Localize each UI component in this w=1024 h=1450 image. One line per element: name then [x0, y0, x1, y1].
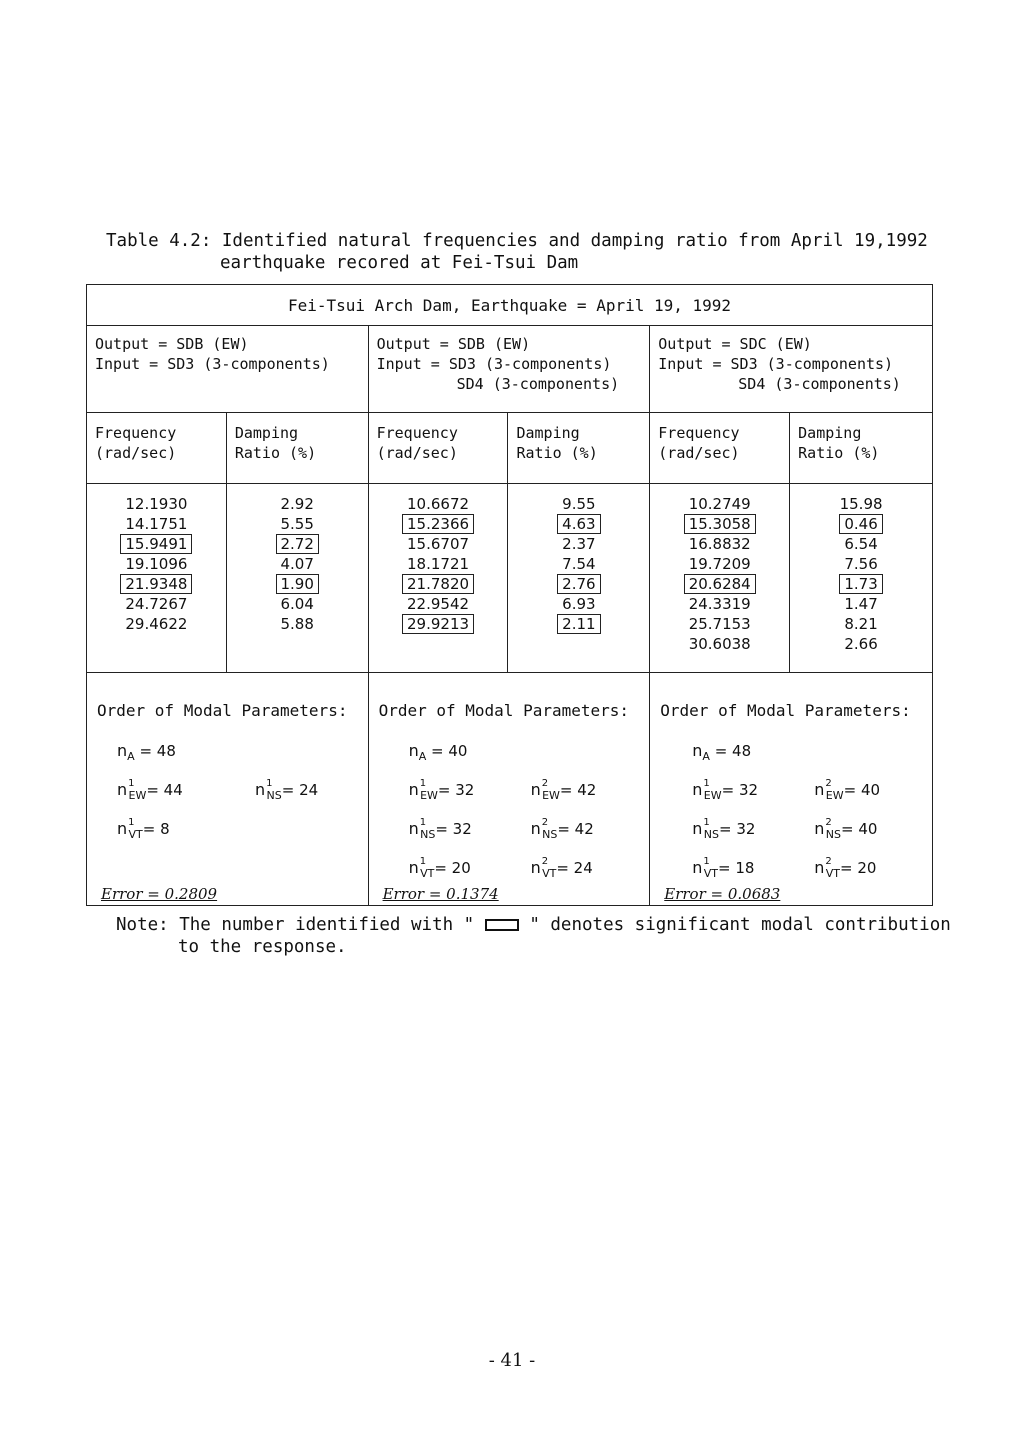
- value-row: [369, 494, 508, 514]
- error-annotation: Error = 0.2809: [101, 885, 218, 903]
- error-annotation: Error = 0.1374: [382, 885, 499, 903]
- value-row: [369, 554, 508, 574]
- input-label-2: SD4 (3-components): [738, 375, 901, 393]
- freq-header: [368, 413, 508, 484]
- value-row: [790, 554, 932, 574]
- freq-header-line-2: (rad/sec): [658, 444, 740, 462]
- value-row: [790, 614, 932, 634]
- value-text: 29.9213: [402, 614, 474, 634]
- input-label: Input = SD3 (3-components): [95, 355, 330, 373]
- freq-header: [87, 413, 227, 484]
- value-row: [650, 534, 789, 554]
- param-value: = 18: [718, 859, 755, 877]
- frequency-list: [650, 484, 790, 673]
- value-row: [650, 554, 789, 574]
- value-row: [87, 494, 226, 514]
- value-text: 10.2749: [688, 495, 751, 513]
- param-nNS2: $n^2_{NS}= 42$: [530, 817, 594, 842]
- caption-line-2: earthquake recored at Fei-Tsui Dam: [220, 253, 579, 273]
- value-text: 2.66: [844, 635, 878, 653]
- param-nNS2: $n^2_{NS}= 40$: [814, 817, 878, 842]
- param-value: = 48: [714, 742, 752, 760]
- param-nEW1: $n^1_{EW}= 32$: [408, 778, 475, 803]
- value-row: [87, 614, 226, 634]
- value-text: 8.21: [844, 615, 878, 633]
- table-note: [116, 914, 951, 958]
- value-text: 6.04: [280, 595, 314, 613]
- damp-header-line-1: Damping: [234, 424, 299, 442]
- io-group-3: [650, 326, 933, 413]
- value-row: [227, 554, 368, 574]
- value-row: [790, 494, 932, 514]
- value-row: [369, 514, 508, 534]
- param-value: = 42: [559, 781, 597, 799]
- value-text: 1.90: [276, 574, 319, 594]
- value-text: 6.54: [844, 535, 878, 553]
- param-nVT1: $n^1_{VT}= 18$: [692, 856, 755, 881]
- note-line-2: to the response.: [178, 937, 347, 957]
- damp-header-line-1: Damping: [516, 424, 580, 442]
- value-row: [87, 574, 226, 594]
- param-value: = 42: [557, 820, 594, 838]
- param-nVT1: $n^1_{VT}= 8$: [117, 817, 170, 842]
- value-text: 2.76: [557, 574, 600, 594]
- value-row: [227, 534, 368, 554]
- value-text: 4.63: [557, 514, 600, 534]
- modal-order-group-1: [87, 673, 369, 906]
- param-value: = 32: [721, 781, 759, 799]
- param-nEW2: $n^2_{EW}= 42$: [530, 778, 597, 803]
- value-text: 21.9348: [120, 574, 192, 594]
- input-label: Input = SD3 (3-components): [658, 355, 894, 373]
- table-caption: [106, 230, 928, 274]
- order-title: Order of Modal Parameters:: [378, 701, 630, 720]
- freq-header-line-1: Frequency: [658, 424, 740, 442]
- damp-header: [508, 413, 650, 484]
- value-row: [650, 614, 789, 634]
- param-nVT1: $n^1_{VT}= 20$: [408, 856, 471, 881]
- value-row: [227, 594, 368, 614]
- modal-parameters-table: [86, 284, 933, 906]
- value-row: [790, 594, 932, 614]
- value-text: 15.6707: [407, 535, 470, 553]
- value-row: [369, 614, 508, 634]
- damping-list: [226, 484, 368, 673]
- value-text: 6.93: [562, 595, 596, 613]
- param-value: = 24: [281, 781, 319, 799]
- value-text: 7.56: [844, 555, 878, 573]
- output-label: Output = SDB (EW): [95, 335, 249, 353]
- param-value: = 48: [139, 742, 176, 760]
- value-text: 12.1930: [125, 495, 188, 513]
- value-text: 15.3058: [684, 514, 756, 534]
- value-text: 21.7820: [402, 574, 474, 594]
- value-text: 22.9542: [407, 595, 470, 613]
- freq-header-line-2: (rad/sec): [95, 444, 177, 462]
- input-label-2: SD4 (3-components): [456, 375, 620, 393]
- page-number: - 41 -: [488, 1350, 536, 1371]
- value-row: [508, 574, 649, 594]
- value-text: 15.9491: [120, 534, 192, 554]
- param-nNS1: $n^1_{NS}= 32$: [408, 817, 472, 842]
- value-row: [87, 594, 226, 614]
- error-annotation: Error = 0.0683: [664, 885, 781, 903]
- param-value: = 20: [434, 859, 471, 877]
- value-text: 9.55: [562, 495, 596, 513]
- freq-header-line-2: (rad/sec): [376, 444, 458, 462]
- output-label: Output = SDB (EW): [376, 335, 531, 353]
- value-text: 20.6284: [684, 574, 756, 594]
- value-text: 29.4622: [125, 615, 188, 633]
- value-row: [87, 514, 226, 534]
- io-group-2: [368, 326, 650, 413]
- param-nEW2: $n^2_{EW}= 40$: [814, 778, 881, 803]
- value-text: 2.11: [557, 614, 600, 634]
- value-text: 5.88: [280, 615, 314, 633]
- param-nNS1: $n^1_{NS}= 24$: [255, 778, 319, 803]
- value-row: [508, 594, 649, 614]
- value-text: 16.8832: [688, 535, 751, 553]
- value-row: [650, 634, 789, 654]
- value-row: [650, 514, 789, 534]
- output-label: Output = SDC (EW): [658, 335, 812, 353]
- param-value: = 44: [146, 781, 183, 799]
- value-text: 5.55: [280, 515, 314, 533]
- value-row: [508, 554, 649, 574]
- value-row: [369, 594, 508, 614]
- value-text: 0.46: [839, 514, 882, 534]
- param-value: = 40: [841, 820, 878, 838]
- damp-header: [226, 413, 368, 484]
- note-line-1: [116, 914, 951, 936]
- value-text: 19.1096: [125, 555, 188, 573]
- param-value: = 40: [843, 781, 881, 799]
- value-row: [790, 514, 932, 534]
- value-row: [790, 574, 932, 594]
- value-text: 7.54: [562, 555, 596, 573]
- io-group-1: [87, 326, 369, 413]
- value-row: [790, 634, 932, 654]
- value-text: 14.1751: [125, 515, 188, 533]
- param-value: = 24: [556, 859, 593, 877]
- damp-header: [790, 413, 933, 484]
- param-value: = 32: [437, 781, 475, 799]
- param-value: = 40: [431, 742, 468, 760]
- value-row: [508, 614, 649, 634]
- frequency-list: [87, 484, 227, 673]
- value-text: 1.47: [844, 595, 878, 613]
- damping-list: [508, 484, 650, 673]
- value-row: [227, 494, 368, 514]
- value-text: 2.72: [276, 534, 319, 554]
- value-row: [790, 534, 932, 554]
- value-row: [650, 574, 789, 594]
- value-text: 18.1721: [407, 555, 470, 573]
- param-nEW1: $n^1_{EW}= 32$: [692, 778, 759, 803]
- value-row: [650, 594, 789, 614]
- value-text: 24.7267: [125, 595, 188, 613]
- value-row: [369, 574, 508, 594]
- damp-header-line-2: Ratio (%): [234, 444, 317, 462]
- damp-header-line-2: Ratio (%): [798, 444, 880, 462]
- value-row: [227, 614, 368, 634]
- damp-header-line-1: Damping: [798, 424, 862, 442]
- param-nA: $n_A = 48$: [692, 741, 752, 764]
- value-text: 2.92: [280, 495, 314, 513]
- damp-header-line-2: Ratio (%): [516, 444, 598, 462]
- freq-header-line-1: Frequency: [95, 424, 177, 442]
- caption-line-1: Table 4.2: Identified natural frequencies and damping ratio from April 19,1992: [106, 231, 928, 251]
- value-row: [650, 494, 789, 514]
- value-text: 15.2366: [402, 514, 474, 534]
- value-text: 2.37: [562, 535, 596, 553]
- order-title: Order of Modal Parameters:: [97, 701, 348, 720]
- freq-header-line-1: Frequency: [376, 424, 458, 442]
- note-suffix: " denotes significant modal contribution: [529, 915, 951, 935]
- freq-header: [650, 413, 790, 484]
- value-row: [227, 574, 368, 594]
- param-value: = 32: [719, 820, 756, 838]
- param-value: = 32: [435, 820, 472, 838]
- value-row: [87, 554, 226, 574]
- frequency-list: [368, 484, 508, 673]
- note-prefix: Note: The number identified with ": [116, 915, 475, 935]
- modal-order-group-3: [650, 673, 933, 906]
- param-value: = 8: [142, 820, 170, 838]
- value-row: [369, 534, 508, 554]
- value-text: 15.98: [839, 495, 883, 513]
- param-nA: $n_A = 48$: [117, 741, 176, 764]
- input-label: Input = SD3 (3-components): [376, 355, 612, 373]
- table-title: Fei-Tsui Arch Dam, Earthquake = April 19, 1992: [87, 285, 933, 326]
- order-title: Order of Modal Parameters:: [660, 701, 911, 720]
- param-nEW1: $n^1_{EW}= 44$: [117, 778, 183, 803]
- value-row: [508, 514, 649, 534]
- value-text: 25.7153: [688, 615, 751, 633]
- value-text: 19.7209: [688, 555, 751, 573]
- modal-order-group-2: [368, 673, 650, 906]
- box-symbol-icon: [485, 919, 519, 931]
- param-nVT2: $n^2_{VT}= 24$: [530, 856, 593, 881]
- damping-list: [790, 484, 933, 673]
- param-nA: $n_A = 40$: [408, 741, 468, 764]
- param-nNS1: $n^1_{NS}= 32$: [692, 817, 756, 842]
- value-text: 24.3319: [688, 595, 751, 613]
- value-row: [227, 514, 368, 534]
- value-row: [87, 534, 226, 554]
- value-text: 1.73: [839, 574, 882, 594]
- param-value: = 20: [840, 859, 877, 877]
- value-text: 30.6038: [688, 635, 751, 653]
- value-text: 10.6672: [407, 495, 470, 513]
- value-row: [508, 534, 649, 554]
- param-nVT2: $n^2_{VT}= 20$: [814, 856, 877, 881]
- value-text: 4.07: [280, 555, 314, 573]
- value-row: [508, 494, 649, 514]
